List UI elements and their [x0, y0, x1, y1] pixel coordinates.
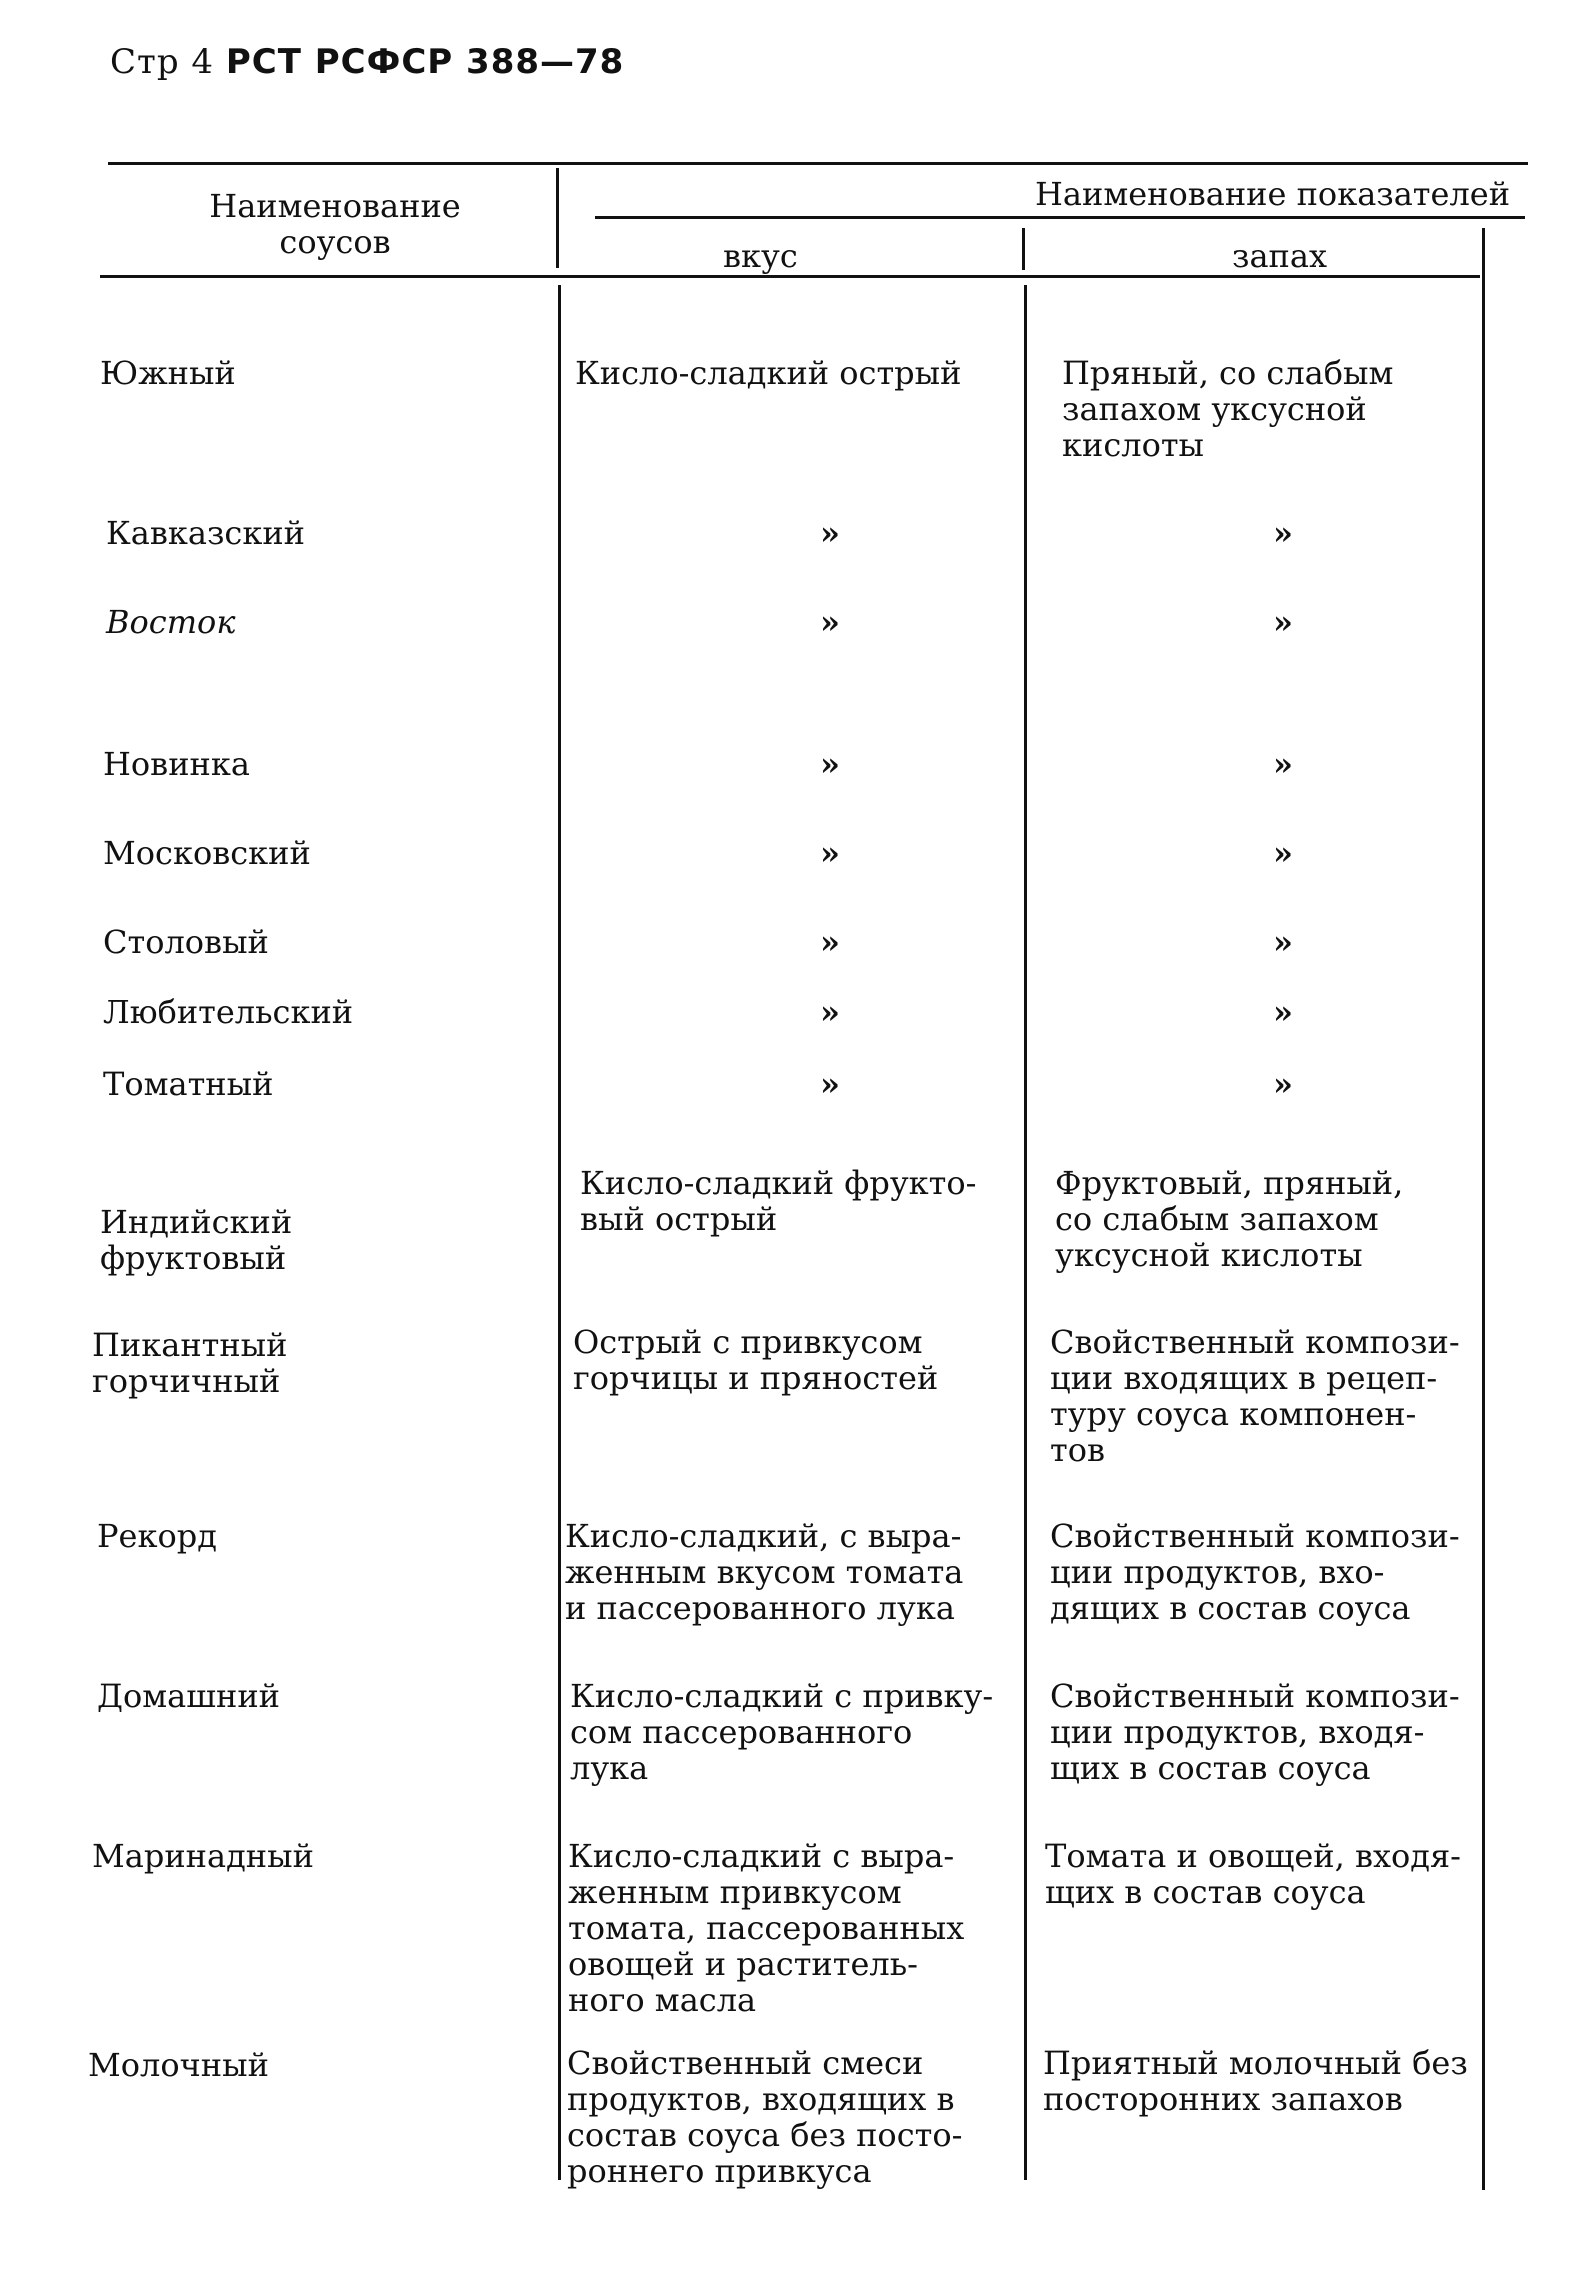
row-smell: Свойственный компози- ции продуктов, входя- щих в состав соуса [1050, 1677, 1460, 1787]
row-smell: Пряный, со слабым запахом уксусной кислоты [1062, 354, 1394, 464]
row-name: Южный [100, 354, 236, 392]
row-name: Кавказский [106, 514, 305, 552]
row-name: Столовый [103, 923, 269, 961]
row-smell: Приятный молочный без посторонних запахов [1043, 2044, 1468, 2118]
row-taste [800, 994, 1240, 1030]
row-name: Пикантный горчичный [92, 1326, 288, 1400]
row-taste: Кисло-сладкий фрукто- вый острый [580, 1164, 977, 1238]
row-name: Московский [103, 834, 311, 872]
row-smell [1268, 924, 1298, 960]
row-name: Любительский [103, 993, 354, 1031]
ditto-mark: » [1273, 1065, 1293, 1103]
row-taste [800, 1066, 1240, 1102]
row-name: Новинка [103, 745, 250, 783]
ditto-mark: » [820, 993, 840, 1031]
ditto-mark: » [1273, 514, 1293, 552]
row-smell [1268, 515, 1298, 551]
row-smell [1268, 746, 1298, 782]
page-label: Стр 4 [110, 42, 215, 82]
ditto-mark: » [820, 603, 840, 641]
row-smell: Свойственный компози- ции входящих в рецеп- туру соуса компонен- тов [1050, 1323, 1460, 1469]
row-name: Маринадный [92, 1837, 314, 1875]
row-taste: Кисло-сладкий с привку- сом пассерованного лука [570, 1677, 994, 1787]
row-smell [1268, 604, 1298, 640]
row-name: Восток [106, 603, 236, 641]
standard-number: РСТ РСФСР 388—78 [225, 42, 625, 82]
row-taste [800, 835, 1240, 871]
ditto-mark: » [1273, 834, 1293, 872]
row-smell: Фруктовый, пряный, со слабым запахом уксусной кислоты [1055, 1164, 1404, 1274]
row-name: Молочный [88, 2046, 269, 2084]
ditto-mark: » [820, 514, 840, 552]
col-taste-header: вкус [723, 237, 798, 275]
ditto-mark: » [1273, 923, 1293, 961]
ditto-mark: » [820, 923, 840, 961]
col-smell-header: запах [1232, 237, 1327, 275]
ditto-mark: » [1273, 745, 1293, 783]
row-smell [1268, 994, 1298, 1030]
row-taste: Острый с привкусом горчицы и пряностей [573, 1323, 939, 1397]
ditto-mark: » [820, 1065, 840, 1103]
row-taste: Кисло-сладкий, с выра- женным вкусом томата и пассерованного лука [565, 1517, 964, 1627]
row-name: Домашний [97, 1677, 280, 1715]
ditto-mark: » [820, 834, 840, 872]
row-smell: Томата и овощей, входя- щих в состав соуса [1045, 1837, 1461, 1911]
row-taste [800, 746, 1240, 782]
row-name: Томатный [103, 1065, 274, 1103]
row-taste: Свойственный смеси продуктов, входящих в состав соуса без посто- роннего привкуса [567, 2044, 963, 2190]
row-taste: Кисло-сладкий острый [575, 354, 962, 392]
row-taste: Кисло-сладкий с выра- женным привкусом томата, пассерованных овощей и раститель- ного масла [568, 1837, 965, 2019]
ditto-mark: » [1273, 993, 1293, 1031]
row-taste [800, 924, 1240, 960]
col-name-header: Наименование соусов [209, 187, 461, 261]
row-taste [800, 604, 1240, 640]
row-smell [1268, 835, 1298, 871]
row-taste [800, 515, 1240, 551]
group-header: Наименование показателей [1035, 175, 1511, 213]
row-smell: Свойственный компози- ции продуктов, вхо- дящих в состав соуса [1050, 1517, 1460, 1627]
row-name: Индийский фруктовый [100, 1203, 293, 1277]
ditto-mark: » [820, 745, 840, 783]
row-name: Рекорд [97, 1517, 217, 1555]
ditto-mark: » [1273, 603, 1293, 641]
row-smell [1268, 1066, 1298, 1102]
